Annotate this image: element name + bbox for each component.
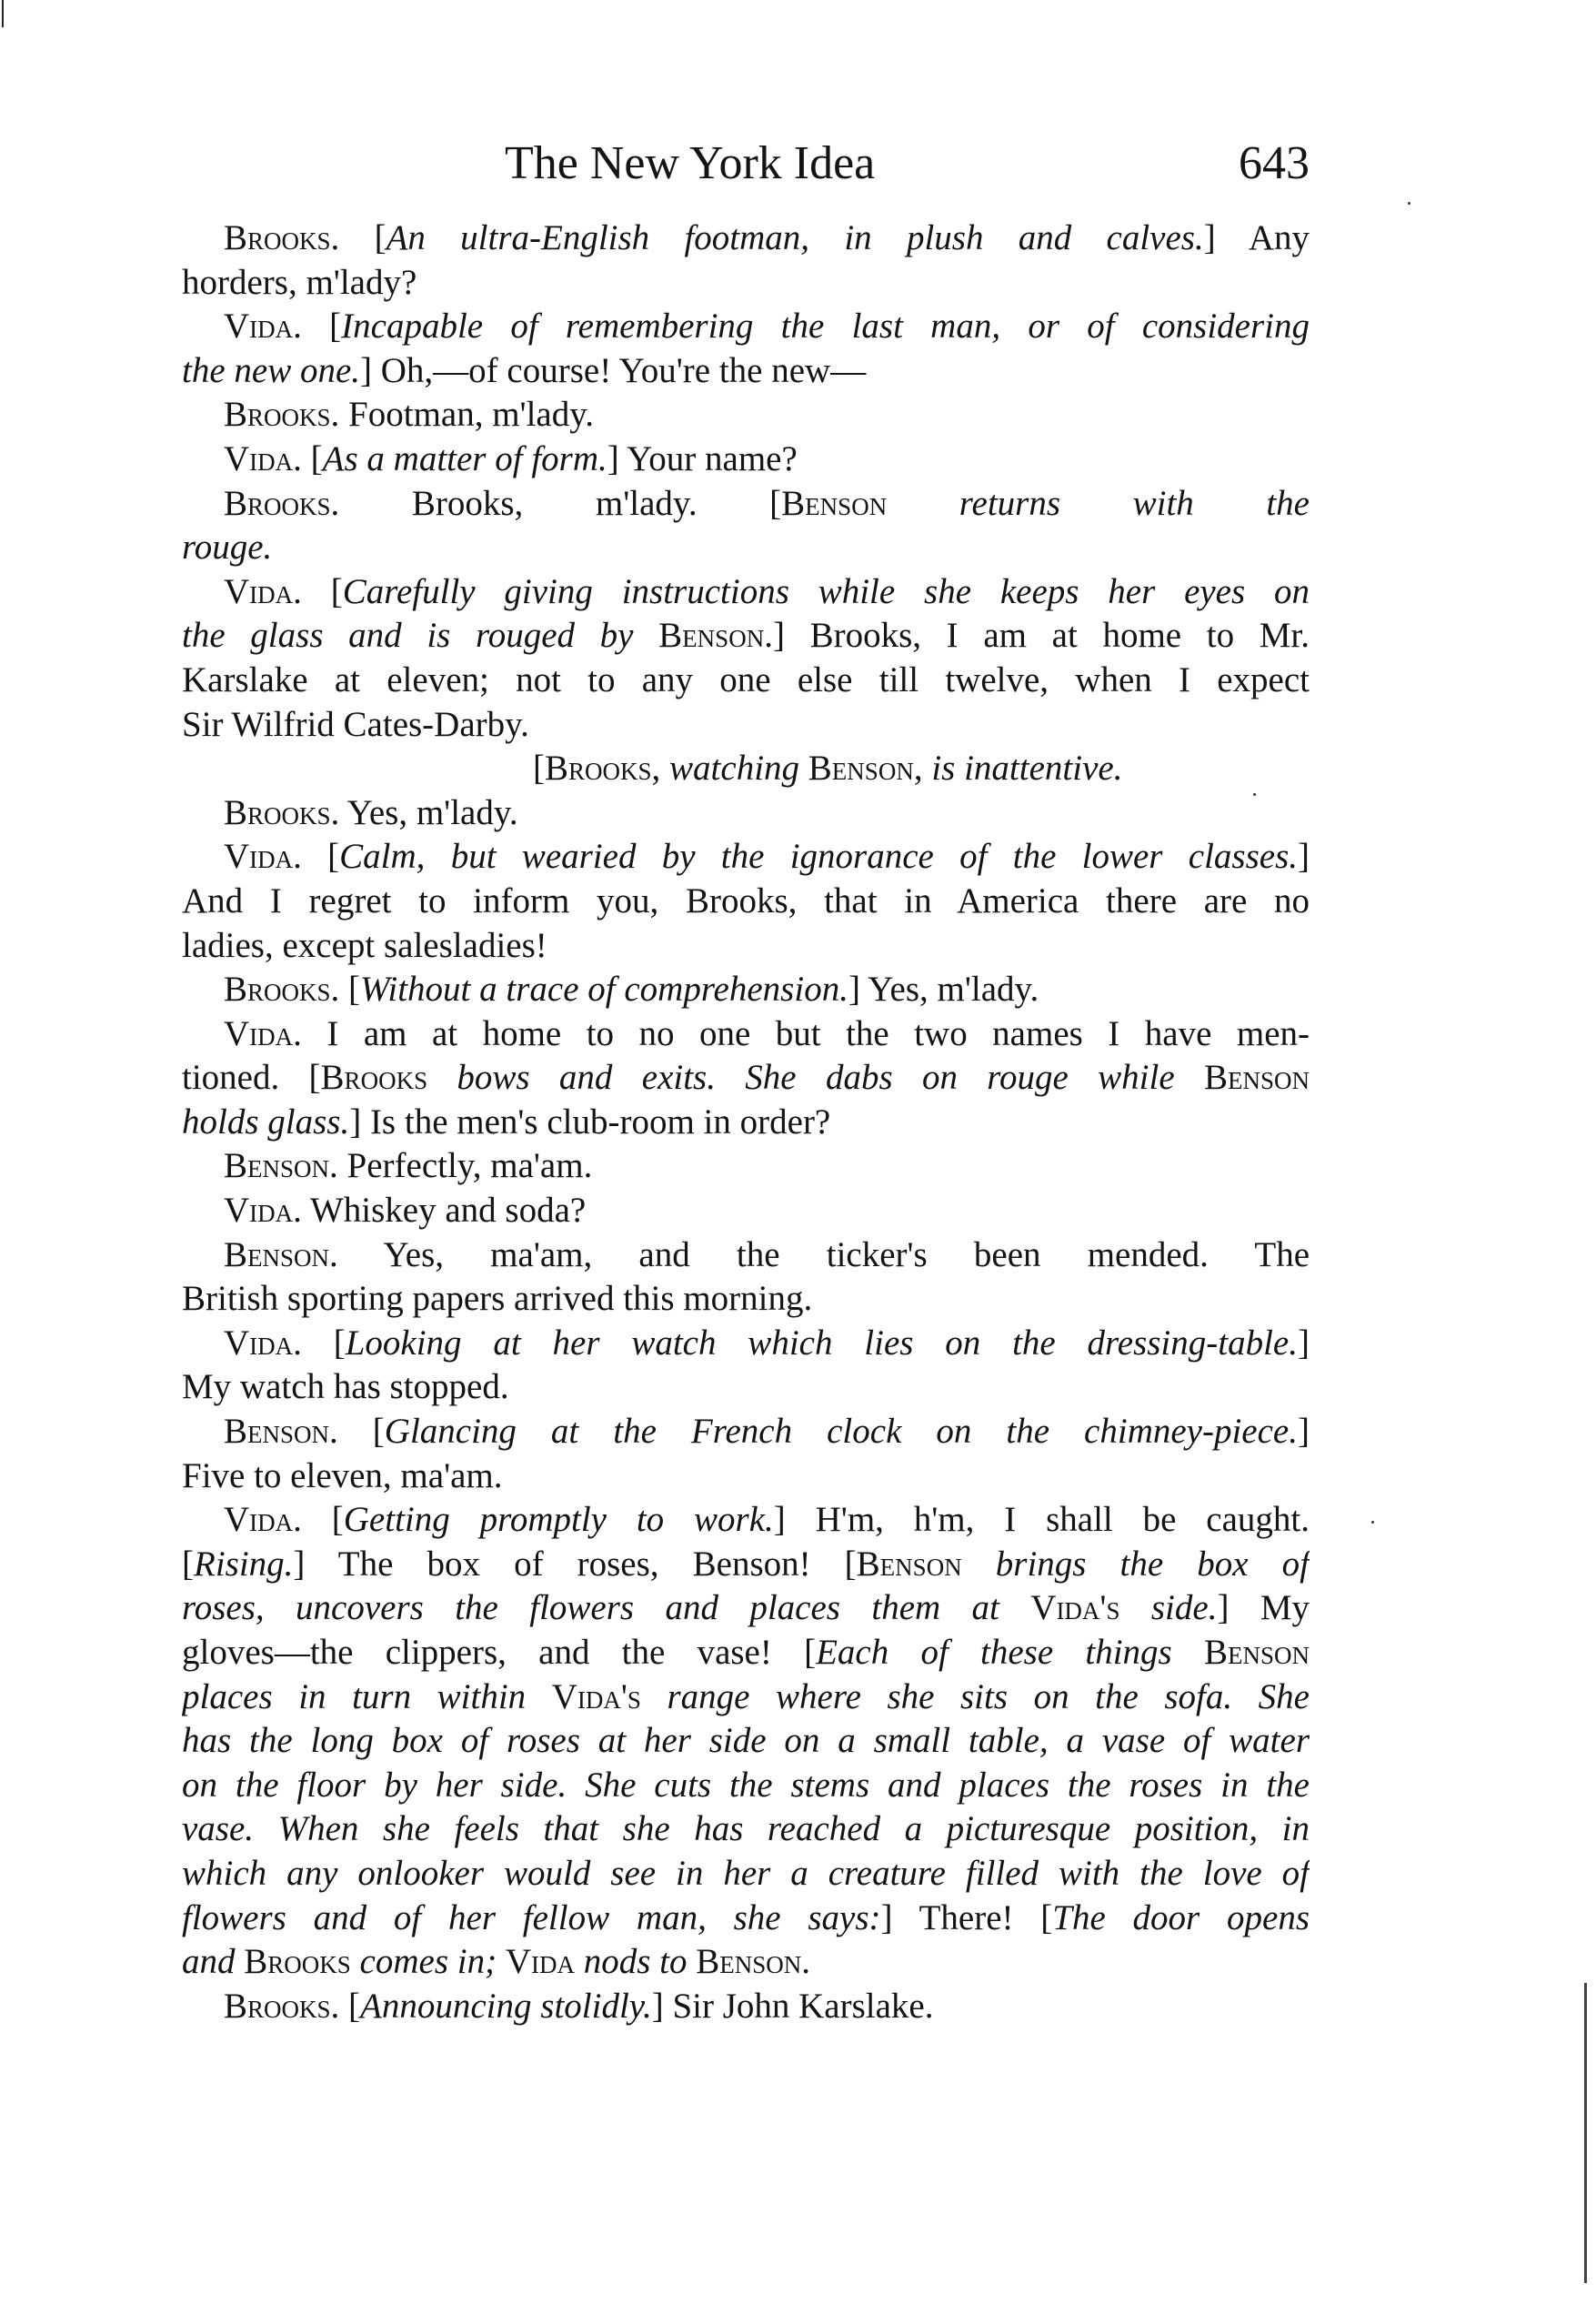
- text-line: [182, 1454, 1310, 1499]
- stage-direction: has the long box of roses at her side on a small table, a vase of water: [182, 1721, 1310, 1761]
- character-name: Benson: [1203, 1058, 1310, 1098]
- character-name: Benson: [1203, 1633, 1310, 1672]
- stage-direction: returns with the: [887, 483, 1310, 523]
- stage-direction: brings the box of: [961, 1544, 1310, 1584]
- character-name: Benson: [856, 1544, 962, 1584]
- stage-direction: Announcing stolidly.: [360, 1986, 652, 2026]
- dialogue-text: [: [339, 1986, 361, 2026]
- text-line: [182, 968, 1310, 1012]
- text-line: [182, 747, 1310, 791]
- text-line: [182, 1940, 1310, 1985]
- dialogue-text: horders, m'lady?: [182, 262, 417, 302]
- dialogue-text: ] My: [1217, 1588, 1310, 1628]
- dialogue-text: [: [533, 749, 545, 789]
- text-line: [182, 1189, 1310, 1233]
- dialogue-text: ] Yes, m'lady.: [848, 970, 1039, 1010]
- text-line: [182, 438, 1310, 482]
- dialogue-text: ] Sir John Karslake.: [651, 1986, 934, 2026]
- text-line: [182, 1807, 1310, 1852]
- dialogue-text: [: [301, 438, 323, 478]
- stage-direction: Carefully giving instructions while she keeps her eyes on: [342, 571, 1310, 611]
- character-name: Benson.: [224, 1234, 338, 1274]
- text-line: [182, 924, 1310, 969]
- character-name: Vida.: [224, 1191, 302, 1231]
- text-line: [182, 1277, 1310, 1322]
- dialogue-text: Yes, m'lady.: [339, 792, 518, 832]
- dialogue-text: [: [337, 1412, 385, 1452]
- stage-direction: Without a trace of comprehension.: [360, 970, 848, 1010]
- play-text: [182, 216, 1310, 2028]
- character-name: Vida.: [224, 438, 302, 478]
- text-line: [182, 659, 1310, 703]
- dialogue-text: ] Any: [1203, 218, 1310, 257]
- character-name: Benson.: [658, 616, 773, 656]
- dialogue-text: Perfectly, ma'am.: [337, 1146, 593, 1186]
- dialogue-text: ]: [1298, 1323, 1310, 1363]
- dialogue-text: British sporting papers arrived this morning.: [182, 1279, 813, 1319]
- stage-direction: An ultra-English footman, in plush and calves.: [386, 218, 1204, 257]
- text-line: [182, 1144, 1310, 1189]
- dialogue-text: Whiskey and soda?: [301, 1191, 587, 1231]
- character-name: Vida's: [1030, 1588, 1120, 1628]
- text-line: [182, 482, 1310, 527]
- character-name: Vida.: [224, 837, 302, 877]
- character-name: Brooks.: [224, 792, 340, 832]
- dialogue-text: [: [301, 1500, 344, 1540]
- stage-direction: is inattentive.: [922, 749, 1123, 789]
- stage-direction: nods to: [575, 1942, 697, 1982]
- text-line: [182, 1675, 1310, 1720]
- text-line: [182, 1012, 1310, 1057]
- text-line: [182, 880, 1310, 924]
- dialogue-text: [: [339, 970, 361, 1010]
- dialogue-text: My watch has stopped.: [182, 1367, 509, 1407]
- stage-direction: Glancing at the French clock on the chimney-piece.: [384, 1412, 1298, 1452]
- dialogue-text: Footman, m'lady.: [339, 395, 594, 435]
- character-name: Vida.: [224, 1013, 302, 1053]
- text-line: [182, 570, 1310, 615]
- text-line: [182, 393, 1310, 438]
- dialogue-text: gloves—the clippers, and the vase! [: [182, 1633, 817, 1672]
- stage-direction: watching: [660, 749, 808, 789]
- text-line: [182, 1896, 1310, 1941]
- text-line: [182, 791, 1310, 836]
- text-line: [182, 1498, 1310, 1543]
- stage-direction: comes in;: [350, 1942, 506, 1982]
- text-line: [182, 1764, 1310, 1808]
- dialogue-text: Karslake at eleven; not to any one else till twelve, when I expect: [182, 659, 1310, 699]
- text-line: [182, 216, 1310, 261]
- character-name: Brooks.: [224, 483, 340, 523]
- text-line: [182, 1719, 1310, 1764]
- text-line: [182, 305, 1310, 349]
- character-name: Benson: [781, 483, 888, 523]
- running-head: The New York Idea: [505, 137, 876, 189]
- character-name: Benson.: [224, 1146, 338, 1186]
- scan-edge-mark: [2, 0, 4, 27]
- dialogue-text: [: [301, 307, 342, 347]
- stage-direction: Getting promptly to work.: [343, 1500, 774, 1540]
- stage-direction: Looking at her watch which lies on the dressing-table.: [345, 1323, 1298, 1363]
- dialogue-text: Sir Wilfrid Cates-Darby.: [182, 704, 529, 744]
- character-name: Brooks.: [224, 218, 340, 257]
- text-line: [182, 1322, 1310, 1366]
- text-line: [182, 835, 1310, 880]
- stage-direction: flowers and of her fellow man, she says:: [182, 1897, 881, 1937]
- character-name: Brooks.: [224, 970, 340, 1010]
- dialogue-text: [: [339, 218, 386, 257]
- text-line: [182, 1852, 1310, 1896]
- character-name: Brooks: [244, 1942, 351, 1982]
- stage-direction: roses, uncovers the flowers and places them at: [182, 1588, 1031, 1628]
- text-line: [182, 1365, 1310, 1410]
- stage-direction: vase. When she feels that she has reached a picturesque position, in: [182, 1809, 1310, 1849]
- stage-direction: the new one.: [182, 350, 361, 390]
- stage-direction: which any onlooker would see in her a creature filled with the love of: [182, 1853, 1310, 1893]
- text-line: [182, 1586, 1310, 1631]
- scan-speck: [1371, 1521, 1374, 1524]
- dialogue-text: Brooks, m'lady. [: [339, 483, 782, 523]
- character-name: Vida: [505, 1942, 575, 1982]
- dialogue-text: ] The box of roses, Benson! [: [293, 1544, 857, 1584]
- dialogue-text: Yes, ma'am, and the ticker's been mended. The: [337, 1234, 1310, 1274]
- character-name: Vida.: [224, 571, 302, 611]
- dialogue-text: ] Is the men's club-room in order?: [349, 1102, 831, 1142]
- dialogue-text: I am at home to no one but the two names I have men-: [301, 1013, 1310, 1053]
- text-line: [182, 1101, 1310, 1145]
- character-name: Brooks.: [224, 1986, 340, 2026]
- stage-direction: bows and exits. She dabs on rouge while: [427, 1058, 1204, 1098]
- character-name: Benson,: [808, 749, 923, 789]
- dialogue-text: ] Brooks, I am at home to Mr.: [772, 616, 1310, 656]
- character-name: Vida's: [551, 1676, 641, 1716]
- dialogue-text: tioned. [: [182, 1058, 321, 1098]
- dialogue-text: ]: [1298, 837, 1310, 877]
- text-line: [182, 1233, 1310, 1278]
- dialogue-text: ] There! [: [880, 1897, 1053, 1937]
- stage-direction: rouge.: [182, 528, 273, 568]
- page-header: [182, 127, 1310, 200]
- stage-direction: places in turn within: [182, 1676, 552, 1716]
- stage-direction: holds glass.: [182, 1102, 350, 1142]
- stage-direction: Rising.: [194, 1544, 294, 1584]
- stage-direction: on the floor by her side. She cuts the stems and places the roses in the: [182, 1765, 1310, 1805]
- stage-direction: Incapable of remembering the last man, or of considering: [341, 307, 1310, 347]
- dialogue-text: Five to eleven, ma'am.: [182, 1455, 503, 1495]
- dialogue-text: [: [301, 1323, 346, 1363]
- stage-direction: The door opens: [1052, 1897, 1310, 1937]
- text-line: [182, 1985, 1310, 2029]
- dialogue-text: And I regret to inform you, Brooks, that in America there are no: [182, 880, 1310, 921]
- text-line: [182, 526, 1310, 570]
- dialogue-text: ]: [1297, 1412, 1310, 1452]
- character-name: Brooks: [320, 1058, 428, 1098]
- stage-direction: Each of these things: [816, 1633, 1204, 1672]
- text-line: [182, 1543, 1310, 1587]
- text-line: [182, 1056, 1310, 1101]
- stage-direction: As a matter of form.: [322, 438, 607, 478]
- dialogue-text: [: [182, 1544, 194, 1584]
- dialogue-text: ] Your name?: [607, 438, 798, 478]
- stage-direction: the glass and is rouged by: [182, 616, 659, 656]
- scan-speck: [1408, 202, 1410, 205]
- character-name: Brooks,: [545, 749, 661, 789]
- character-name: Vida.: [224, 1323, 302, 1363]
- character-name: Vida.: [224, 307, 302, 347]
- text-line: [182, 349, 1310, 394]
- character-name: Vida.: [224, 1500, 302, 1540]
- text-line: [182, 703, 1310, 748]
- stage-direction: range where she sits on the sofa. She: [640, 1676, 1310, 1716]
- stage-direction: and: [182, 1942, 245, 1982]
- dialogue-text: ] H'm, h'm, I shall be caught.: [773, 1500, 1310, 1540]
- dialogue-text: [: [301, 837, 340, 877]
- character-name: Benson.: [224, 1412, 338, 1452]
- character-name: Benson.: [696, 1942, 811, 1982]
- text-line: [182, 614, 1310, 659]
- dialogue-text: ladies, except salesladies!: [182, 925, 547, 965]
- text-line: [182, 1410, 1310, 1454]
- stage-direction: Calm, but wearied by the ignorance of the lower classes.: [339, 837, 1298, 877]
- scan-edge-mark: [1584, 1983, 1587, 2283]
- character-name: Brooks.: [224, 395, 340, 435]
- text-line: [182, 1631, 1310, 1675]
- dialogue-text: ] Oh,—of course! You're the new—: [360, 350, 867, 390]
- page-number: 643: [1239, 137, 1310, 189]
- text-line: [182, 261, 1310, 306]
- dialogue-text: [: [301, 571, 343, 611]
- stage-direction: side.: [1119, 1588, 1218, 1628]
